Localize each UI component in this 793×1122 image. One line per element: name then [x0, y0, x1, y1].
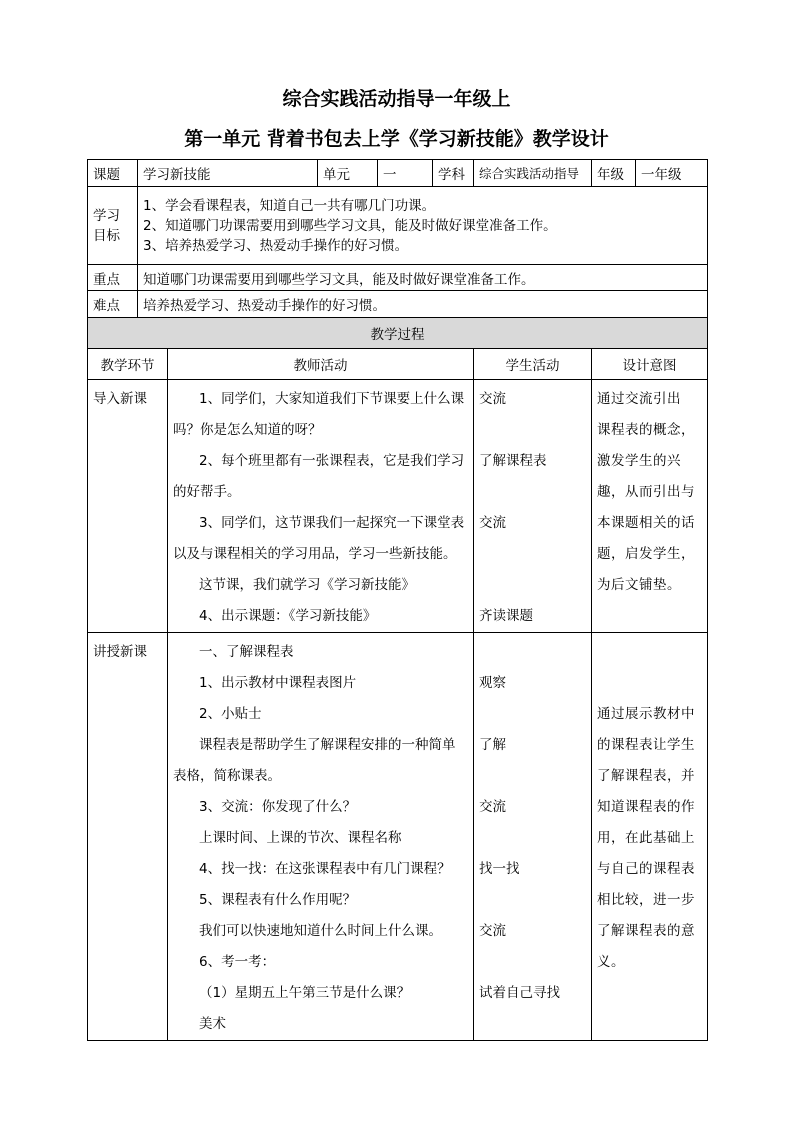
document-subtitle: 第一单元 背着书包去上学《学习新技能》教学设计	[184, 128, 609, 150]
student-line	[479, 570, 588, 601]
section-teach-row	[88, 633, 708, 1041]
goals-label-line1: 学习	[93, 207, 120, 224]
goals-row	[88, 187, 708, 265]
teacher-line: 6、考一考：	[199, 954, 276, 970]
teacher-line: 这节课，我们就学习《学习新技能》	[199, 577, 415, 593]
goal-item: 1、学会看课程表，知道自己一共有哪几门功课。	[143, 197, 436, 214]
grade-value: 一年级	[636, 160, 708, 187]
student-line: 找一找	[479, 861, 520, 877]
intent-line: 用，在此基础上	[597, 830, 696, 846]
goal-item: 3、培养热爱学习、热爱动手操作的好习惯。	[143, 237, 409, 254]
lesson-plan-table	[87, 159, 708, 1041]
col-teacher-header: 教师活动	[168, 349, 474, 380]
unit-label: 单元	[318, 160, 378, 187]
student-line: 试着自己寻找	[479, 985, 560, 1001]
teacher-line: 2、每个班里都有一张课程表，它是我们学习	[199, 453, 465, 469]
col-stage-header: 教学环节	[88, 349, 168, 380]
intent-line: 知道课程表的作	[597, 799, 696, 815]
unit-value: 一	[378, 160, 433, 187]
intent-line: 本课题相关的话	[597, 515, 696, 531]
teacher-line: 4、出示课题：《学习新技能》	[199, 608, 377, 624]
intent-line: 了解课程表的意	[597, 923, 696, 939]
stage-label: 导入新课	[93, 391, 147, 407]
teacher-line: 表格，简称课表。	[173, 768, 281, 784]
teacher-line: 1、同学们，大家知道我们下节课要上什么课	[199, 391, 465, 407]
goals-list	[138, 187, 708, 265]
section-teach-teacher	[168, 633, 474, 1041]
intent-line	[597, 637, 704, 668]
subject-label: 学科	[433, 160, 474, 187]
topic-label: 课题	[88, 160, 138, 187]
student-line	[479, 637, 588, 668]
student-line: 齐读课题	[479, 608, 533, 624]
student-line: 交流	[479, 923, 506, 939]
goals-label-line2: 目标	[93, 227, 120, 244]
teacher-line: 我们可以快速地知道什么时间上什么课。	[199, 923, 442, 939]
intent-line: 为后文铺垫。	[597, 577, 682, 593]
student-line: 交流	[479, 515, 506, 531]
teacher-line: 3、同学们，这节课我们一起探究一下课堂表	[199, 515, 465, 531]
student-line	[479, 823, 588, 854]
teacher-line: 美术	[199, 1016, 226, 1032]
process-header-row	[88, 349, 708, 380]
intent-line: 的课程表让学生	[597, 737, 696, 753]
student-line	[479, 415, 588, 446]
student-line: 观察	[479, 675, 506, 691]
intent-line: 相比较，进一步	[597, 892, 696, 908]
process-heading: 教学过程	[88, 318, 708, 349]
teacher-line: 2、小贴士	[199, 706, 262, 722]
teacher-line: 上课时间、上课的节次、课程名称	[199, 830, 402, 846]
student-line: 了解	[479, 737, 506, 753]
teacher-line: 5、课程表有什么作用呢？	[199, 892, 357, 908]
key-point-row	[88, 265, 708, 291]
key-point-label: 重点	[88, 265, 138, 291]
student-line	[479, 699, 588, 730]
goal-item: 2、知道哪门功课需要用到哪些学习文具，能及时做好课堂准备工作。	[143, 217, 557, 234]
section-intro-student	[474, 380, 592, 633]
topic-value: 学习新技能	[138, 160, 318, 187]
process-heading-row	[88, 318, 708, 349]
document-title: 综合实践活动指导一年级上	[282, 88, 511, 110]
section-intro-teacher	[168, 380, 474, 633]
section-intro-stage	[88, 380, 168, 633]
teacher-line: （1）星期五上午第三节是什么课？	[199, 985, 411, 1001]
section-intro-row	[88, 380, 708, 633]
intent-line: 课程表的概念，	[597, 422, 696, 438]
subject-value: 综合实践活动指导	[474, 160, 592, 187]
grade-label: 年级	[592, 160, 636, 187]
intent-line: 激发学生的兴	[597, 453, 682, 469]
teacher-line: 1、出示教材中课程表图片	[199, 675, 357, 691]
teacher-line: 以及与课程相关的学习用品，学习一些新技能。	[173, 546, 457, 562]
intent-line: 与自己的课程表	[597, 861, 696, 877]
difficulty-row	[88, 291, 708, 318]
intent-line: 通过交流引出	[597, 391, 682, 407]
student-line	[479, 947, 588, 978]
student-line	[479, 885, 588, 916]
key-point-value: 知道哪门功课需要用到哪些学习文具，能及时做好课堂准备工作。	[138, 265, 708, 291]
teacher-line: 4、找一找：在这张课程表中有几门课程？	[199, 861, 451, 877]
student-line: 交流	[479, 391, 506, 407]
difficulty-label: 难点	[88, 291, 138, 318]
section-teach-intent	[592, 633, 708, 1041]
teacher-line: 的好帮手。	[173, 484, 241, 500]
section-teach-stage	[88, 633, 168, 1041]
student-line: 交流	[479, 799, 506, 815]
intent-line: 了解课程表，并	[597, 768, 696, 784]
intent-line: 义。	[597, 954, 626, 970]
student-line	[479, 477, 588, 508]
col-student-header: 学生活动	[474, 349, 592, 380]
section-intro-intent	[592, 380, 708, 633]
intent-line	[597, 668, 704, 699]
info-row	[88, 160, 708, 187]
difficulty-value: 培养热爱学习、热爱动手操作的好习惯。	[138, 291, 708, 318]
student-line	[479, 1009, 588, 1040]
teacher-line: 3、交流：你发现了什么？	[199, 799, 357, 815]
teacher-line: 一、了解课程表	[199, 644, 294, 660]
stage-label: 讲授新课	[93, 644, 147, 660]
intent-line: 题，启发学生，	[597, 546, 696, 562]
section-teach-student	[474, 633, 592, 1041]
student-line	[479, 761, 588, 792]
intent-line: 通过展示教材中	[597, 706, 696, 722]
intent-line: 趣，从而引出与	[597, 484, 696, 500]
teacher-line: 吗？你是怎么知道的呀？	[173, 422, 322, 438]
col-intent-header: 设计意图	[592, 349, 708, 380]
teacher-line: 课程表是帮助学生了解课程安排的一种简单	[199, 737, 456, 753]
student-line	[479, 539, 588, 570]
goals-label	[88, 187, 138, 265]
student-line: 了解课程表	[479, 453, 547, 469]
